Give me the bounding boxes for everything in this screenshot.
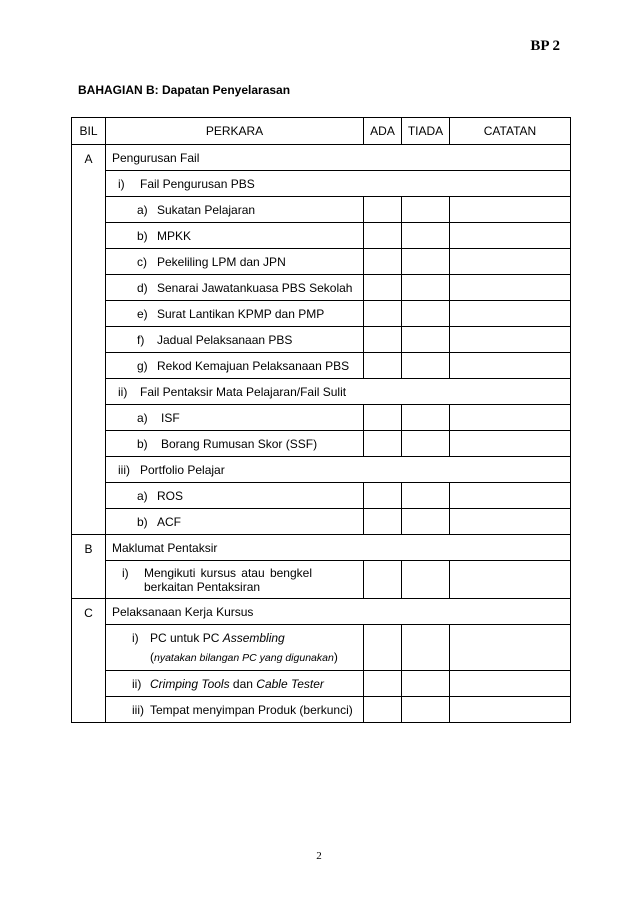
tiada-cell[interactable]: [402, 327, 450, 353]
catatan-cell[interactable]: [450, 275, 571, 301]
column-header-tiada: TIADA: [402, 118, 450, 145]
ada-cell[interactable]: [364, 197, 402, 223]
bil-b: B: [72, 535, 106, 599]
column-header-ada: ADA: [364, 118, 402, 145]
tiada-cell[interactable]: [402, 249, 450, 275]
tiada-cell[interactable]: [402, 431, 450, 457]
group-title-a: Pengurusan Fail: [106, 145, 571, 171]
catatan-cell[interactable]: [450, 483, 571, 509]
item-label: g) Rekod Kemajuan Pelaksanaan PBS: [106, 353, 364, 379]
table-row: [72, 535, 571, 561]
catatan-cell[interactable]: [450, 509, 571, 535]
tiada-cell[interactable]: [402, 353, 450, 379]
table-row: [72, 599, 571, 625]
catatan-cell[interactable]: [450, 561, 571, 599]
catatan-cell[interactable]: [450, 625, 571, 671]
column-header-bil: BIL: [72, 118, 106, 145]
table-row: [72, 671, 571, 697]
tiada-cell[interactable]: [402, 223, 450, 249]
item-label: d) Senarai Jawatankuasa PBS Sekolah: [106, 275, 364, 301]
table-row: [72, 405, 571, 431]
catatan-cell[interactable]: [450, 353, 571, 379]
table-row: [72, 697, 571, 723]
item-label: c) Pekeliling LPM dan JPN: [106, 249, 364, 275]
ada-cell[interactable]: [364, 353, 402, 379]
tiada-cell[interactable]: [402, 509, 450, 535]
item-label: a) ROS: [106, 483, 364, 509]
column-header-catatan: CATATAN: [450, 118, 571, 145]
table-row: [72, 625, 571, 671]
ada-cell[interactable]: [364, 431, 402, 457]
ada-cell[interactable]: [364, 301, 402, 327]
table-row: [72, 327, 571, 353]
ada-cell[interactable]: [364, 625, 402, 671]
item-label: b) ACF: [106, 509, 364, 535]
table-row: [72, 145, 571, 171]
table-row: [72, 197, 571, 223]
page-number: 2: [316, 850, 322, 862]
tiada-cell[interactable]: [402, 697, 450, 723]
tiada-cell[interactable]: [402, 671, 450, 697]
table-row: [72, 249, 571, 275]
ada-cell[interactable]: [364, 223, 402, 249]
catatan-cell[interactable]: [450, 431, 571, 457]
tiada-cell[interactable]: [402, 561, 450, 599]
ada-cell[interactable]: [364, 327, 402, 353]
catatan-cell[interactable]: [450, 197, 571, 223]
group-title-b: Maklumat Pentaksir: [106, 535, 571, 561]
catatan-cell[interactable]: [450, 301, 571, 327]
item-label: b) MPKK: [106, 223, 364, 249]
tiada-cell[interactable]: [402, 483, 450, 509]
table-row: [72, 301, 571, 327]
item-label: iii) Tempat menyimpan Produk (berkunci): [106, 697, 364, 723]
sub-heading: i) Fail Pengurusan PBS: [106, 171, 571, 197]
item-label: e) Surat Lantikan KPMP dan PMP: [106, 301, 364, 327]
table-row: [72, 431, 571, 457]
catatan-cell[interactable]: [450, 405, 571, 431]
table-row: [72, 275, 571, 301]
item-label: f) Jadual Pelaksanaan PBS: [106, 327, 364, 353]
table-row: [72, 483, 571, 509]
table-row: [72, 379, 571, 405]
group-title-c: Pelaksanaan Kerja Kursus: [106, 599, 571, 625]
item-label: i) Mengikuti kursus atau bengkel berkaitan Pentaksiran: [106, 561, 364, 599]
table-row: [72, 353, 571, 379]
catatan-cell[interactable]: [450, 249, 571, 275]
catatan-cell[interactable]: [450, 327, 571, 353]
bil-a: A: [72, 145, 106, 535]
table-row: [72, 171, 571, 197]
item-label: b) Borang Rumusan Skor (SSF): [106, 431, 364, 457]
item-label: a) Sukatan Pelajaran: [106, 197, 364, 223]
tiada-cell[interactable]: [402, 625, 450, 671]
ada-cell[interactable]: [364, 483, 402, 509]
catatan-cell[interactable]: [450, 223, 571, 249]
item-label: i) PC untuk PC Assembling (nyatakan bilangan PC yang digunakan): [106, 625, 364, 671]
ada-cell[interactable]: [364, 671, 402, 697]
column-header-perkara: PERKARA: [106, 118, 364, 145]
catatan-cell[interactable]: [450, 697, 571, 723]
ada-cell[interactable]: [364, 509, 402, 535]
ada-cell[interactable]: [364, 697, 402, 723]
ada-cell[interactable]: [364, 275, 402, 301]
table-header-row: [72, 118, 571, 145]
tiada-cell[interactable]: [402, 301, 450, 327]
sub-heading: iii) Portfolio Pelajar: [106, 457, 571, 483]
tiada-cell[interactable]: [402, 275, 450, 301]
ada-cell[interactable]: [364, 561, 402, 599]
checklist-table: [71, 117, 571, 723]
ada-cell[interactable]: [364, 405, 402, 431]
item-label: a) ISF: [106, 405, 364, 431]
tiada-cell[interactable]: [402, 197, 450, 223]
table-row: [72, 509, 571, 535]
table-row: [72, 561, 571, 599]
catatan-cell[interactable]: [450, 671, 571, 697]
item-label: ii) Crimping Tools dan Cable Tester: [106, 671, 364, 697]
document-code: BP 2: [530, 38, 560, 54]
section-title: BAHAGIAN B: Dapatan Penyelarasan: [78, 83, 291, 97]
table-row: [72, 457, 571, 483]
table-row: [72, 223, 571, 249]
ada-cell[interactable]: [364, 249, 402, 275]
bil-c: C: [72, 599, 106, 723]
tiada-cell[interactable]: [402, 405, 450, 431]
sub-heading: ii) Fail Pentaksir Mata Pelajaran/Fail Sulit: [106, 379, 571, 405]
